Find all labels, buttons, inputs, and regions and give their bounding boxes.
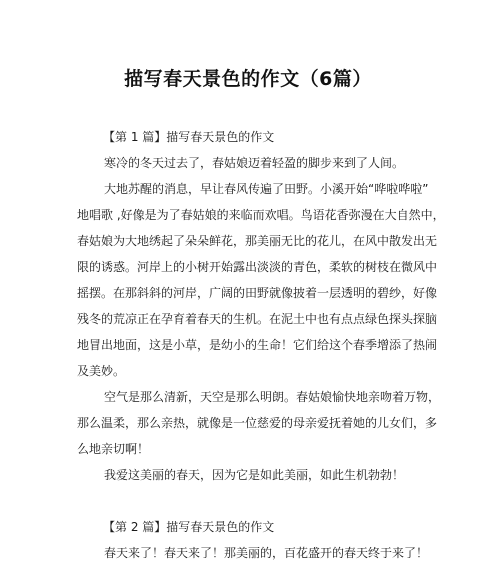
paragraph-line: 大地苏醒的消息，早让春风传遍了田野。小溪开始“哗啦哗啦” [104,182,429,196]
paragraph-line: 春姑娘为大地绣起了朵朵鲜花，那美丽无比的花儿，在风中散发出无 [77,234,438,248]
paragraph-line: 限的诱惑。河岸上的小树开始露出淡淡的青色，柔软的树枝在微风中 [77,260,438,274]
paragraph-line: 那么温柔，那么亲热，就像是一位慈爱的母亲爱抚着她的儿女们，多 [77,416,438,430]
paragraph-line: 么地亲切啊！ [77,442,150,456]
paragraph-line: 地冒出地面，这是小草，是幼小的生命！它们给这个春季增添了热闹 [77,338,438,352]
paragraph-line: 空气是那么清新，天空是那么明朗。春姑娘愉快地亲吻着万物， [104,390,441,404]
section-heading-2: 【第 2 篇】描写春天景色的作文 [103,520,275,534]
section-heading-1: 【第 1 篇】描写春天景色的作文 [103,130,275,144]
paragraph-line: 寒冷的冬天过去了，春姑娘迈着轻盈的脚步来到了人间。 [104,156,405,170]
document-title: 描写春天景色的作文（6篇） [124,68,372,90]
paragraph-line: 及美妙。 [77,364,126,378]
paragraph-line: 摇摆。在那斜斜的河岸，广阔的田野就像披着一层透明的碧纱，好像 [77,286,438,300]
paragraph-line: 残冬的荒凉正在孕育着春天的生机。在泥土中也有点点绿色探头探脑 [77,312,438,326]
paragraph-line: 春天来了！春天来了！那美丽的，百花盛开的春天终于来了！ [104,546,429,560]
paragraph-line: 地唱歌 ,好像是为了春姑娘的来临而欢唱。鸟语花香弥漫在大自然中， [77,208,445,222]
paragraph-line: 我爱这美丽的春天，因为它是如此美丽，如此生机勃勃！ [104,468,405,482]
